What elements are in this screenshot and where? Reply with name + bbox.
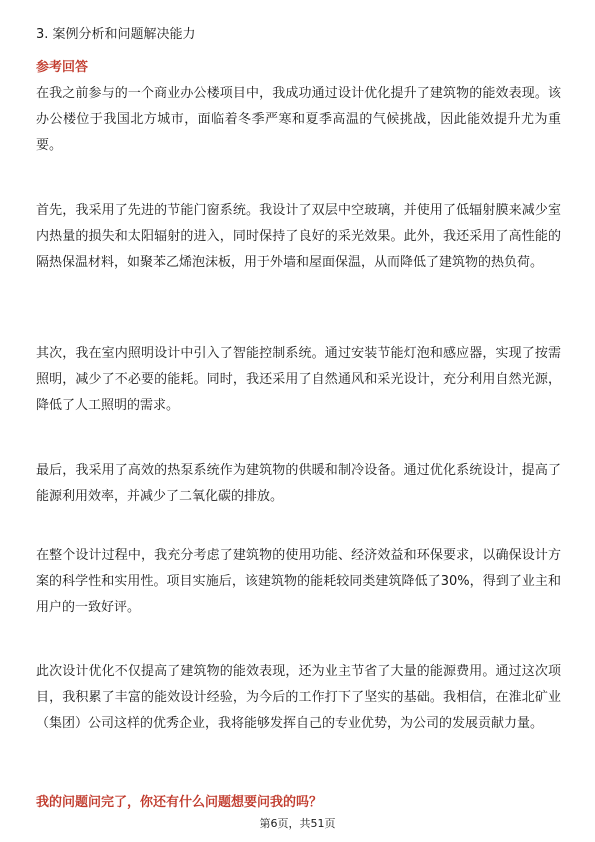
answer-label: 参考回答 xyxy=(36,60,89,75)
question-title: 3. 案例分析和问题解决能力 xyxy=(36,27,196,42)
answer-paragraph-4: 最后，我采用了高效的热泵系统作为建筑物的供暖和制冷设备。通过优化系统设计，提高了能源利用效率，并减少了二氧化碳的排放。 xyxy=(36,463,561,504)
answer-paragraph-5: 在整个设计过程中，我充分考虑了建筑物的使用功能、经济效益和环保要求，以确保设计方案的科学性和实用性。项目实施后，该建筑物的能耗较同类建筑降低了30%，得到了业主和用户的一致好评。 xyxy=(36,548,561,615)
answer-paragraph-1: 在我之前参与的一个商业办公楼项目中，我成功通过设计优化提升了建筑物的能效表现。该办公楼位于我国北方城市，面临着冬季严寒和夏季高温的气候挑战，因此能效提升尤为重要。 xyxy=(36,86,561,153)
page-number: 第6页，共51页 xyxy=(259,817,336,830)
answer-paragraph-3: 其次，我在室内照明设计中引入了智能控制系统。通过安装节能灯泡和感应器，实现了按需照明，减少了不必要的能耗。同时，我还采用了自然通风和采光设计，充分利用自然光源，降低了人工照明的需求。 xyxy=(36,346,561,413)
closing-question: 我的问题问完了，你还有什么问题想要问我的吗？ xyxy=(36,795,323,810)
answer-paragraph-2: 首先，我采用了先进的节能门窗系统。我设计了双层中空玻璃，并使用了低辐射膜来减少室内热量的损失和太阳辐射的进入，同时保持了良好的采光效果。此外，我还采用了高性能的隔热保温材料，如聚苯乙烯泡沫板，用于外墙和屋面保温，从而降低了建筑物的热负荷。 xyxy=(36,203,561,270)
answer-paragraph-6: 此次设计优化不仅提高了建筑物的能效表现，还为业主节省了大量的能源费用。通过这次项目，我积累了丰富的能效设计经验，为今后的工作打下了坚实的基础。我相信，在淮北矿业（集团）公司这样的优秀企业，我将能够发挥自己的专业优势，为公司的发展贡献力量。 xyxy=(36,664,561,731)
